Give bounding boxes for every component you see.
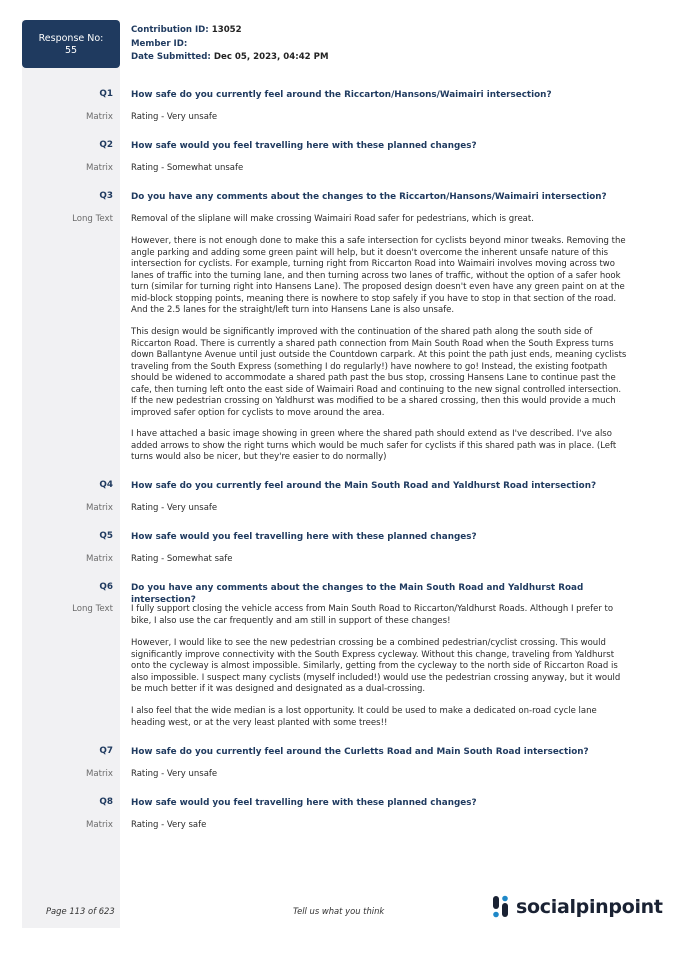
answer-type: Matrix [85, 820, 113, 830]
date-label: Date Submitted: [131, 52, 211, 62]
question-text: How safe would you feel travelling here with these planned changes? [131, 141, 477, 151]
answer-type: Long Text [72, 214, 113, 224]
answer-text: This design would be significantly improved with the continuation of the shared path along the south side of Riccarton Road. There is currently a shared path connection from Main South Road when the South Express turns down Ballantyne Avenue until just outside the Countdown carpark. At this point the path just ends, meaning cyclists traveling from the South Express (something I do regularly!) have nowhere to go! Instead, the existing footpath should be widened to accommodate a shared path past the bus stop, crossing Hansens Lane to continue past the cafe, then turning left onto the east side of Waimairi Road and continuing to the new signal controlled intersection. If the new pedestrian crossing on Yaldhurst was modified to be a shared crossing, then this would provide a much improved safer option for cyclists to move around the area. [131, 327, 627, 418]
question-number: Q2 [99, 140, 113, 150]
question-text: How safe would you feel travelling here with these planned changes? [131, 532, 477, 542]
answer-type: Matrix [85, 554, 113, 564]
answer-text: I also feel that the wide median is a lost opportunity. It could be used to make a dedicated on-road cycle lane heading west, or at the very least planted with some trees!! [131, 706, 597, 728]
answer-text: Rating - Very unsafe [131, 769, 218, 779]
question-number: Q5 [99, 531, 113, 541]
response-number: 55 [64, 45, 78, 56]
date-submitted: Dec 05, 2023, 04:42 PM [213, 52, 329, 62]
pin-logo-icon [492, 895, 510, 919]
question-number: Q3 [99, 191, 113, 201]
question-number: Q1 [99, 89, 113, 99]
contribution-label: Contribution ID: [131, 25, 209, 35]
question-number: Q6 [99, 582, 113, 592]
submission-meta [131, 24, 329, 65]
contribution-id: 13052 [211, 25, 242, 35]
response-label: Response No: [38, 33, 104, 44]
answer-text: Rating - Somewhat unsafe [131, 163, 244, 173]
question-number: Q8 [99, 797, 113, 807]
answer-text: Rating - Somewhat safe [131, 554, 233, 564]
answer-type: Matrix [85, 769, 113, 779]
response-number-badge [22, 20, 120, 68]
question-number: Q7 [99, 746, 113, 756]
answer-text: Removal of the sliplane will make crossing Waimairi Road safer for pedestrians, which is great. [131, 214, 534, 224]
answer-text: Rating - Very unsafe [131, 503, 218, 513]
question-text: How safe do you currently feel around the Main South Road and Yaldhurst Road intersection? [131, 481, 597, 491]
answer-type: Long Text [72, 604, 113, 614]
answer-text: I fully support closing the vehicle access from Main South Road to Riccarton/Yaldhurst Roads. Although I prefer to bike, I also use the car frequently and am still in support of these changes! [131, 604, 614, 626]
answer-type: Matrix [85, 163, 113, 173]
answer-text: Rating - Very safe [131, 820, 207, 830]
answer-text: However, I would like to see the new pedestrian crossing be a combined pedestrian/cyclist crossing. This would significantly improve connectivity with the South Express cycleway. Without this change, traveling from Yaldhurst onto the cycleway is almost impossible. Similarly, getting from the cycleway to the north side of Riccarton Road is also impossible. I suspect many cyclists (myself included!) would use the pedestrian crossing anyway, but it would be much better if it was designed and designated as a dual-crossing. [131, 638, 621, 694]
question-text: Do you have any comments about the changes to the Riccarton/Hansons/Waimairi intersection? [131, 192, 607, 202]
left-gutter [22, 20, 120, 928]
answer-text: Rating - Very unsafe [131, 112, 218, 122]
question-text: How safe do you currently feel around the Riccarton/Hansons/Waimairi intersection? [131, 90, 552, 100]
question-text: How safe would you feel travelling here with these planned changes? [131, 798, 477, 808]
footer-tagline: Tell us what you think [293, 906, 385, 916]
question-number: Q4 [99, 480, 113, 490]
socialpinpoint-logo [492, 895, 663, 919]
page-number: Page 113 of 623 [46, 906, 115, 916]
answer-text: However, there is not enough done to make this a safe intersection for cyclists beyond minor tweaks. Removing the angle parking and adding some green paint will help, but it doesn't overcome the inherent unsafe nature of this intersection for cyclists. For example, turning right from Riccarton Road into Waimairi involves moving across two lanes of traffic into the turning lane, and then turning across two lanes of traffic, without the option of a safer hook turn (similar for turning right into Hansens Lane). The proposed design doesn't even have any green paint on at the mid-block stopping points, meaning there is nowhere to stop safely if you have to stop in that section of the road. And the 2.5 lanes for the straight/left turn into Hansens Lane is also unsafe. [131, 236, 626, 315]
question-text: Do you have any comments about the changes to the Main South Road and Yaldhurst Road intersection? [131, 583, 584, 605]
member-label: Member ID: [131, 38, 188, 49]
answer-text: I have attached a basic image showing in green where the shared path should extend as I've described. I've also added arrows to show the right turns which would be much safer for cyclists if this shared path was in place. (Left turns would also be nicer, but they're easier to do normally) [131, 429, 617, 462]
logo-text: socialpinpoint [516, 896, 663, 918]
question-text: How safe do you currently feel around the Curletts Road and Main South Road intersection? [131, 747, 589, 757]
answer-type: Matrix [85, 112, 113, 122]
answer-type: Matrix [85, 503, 113, 513]
